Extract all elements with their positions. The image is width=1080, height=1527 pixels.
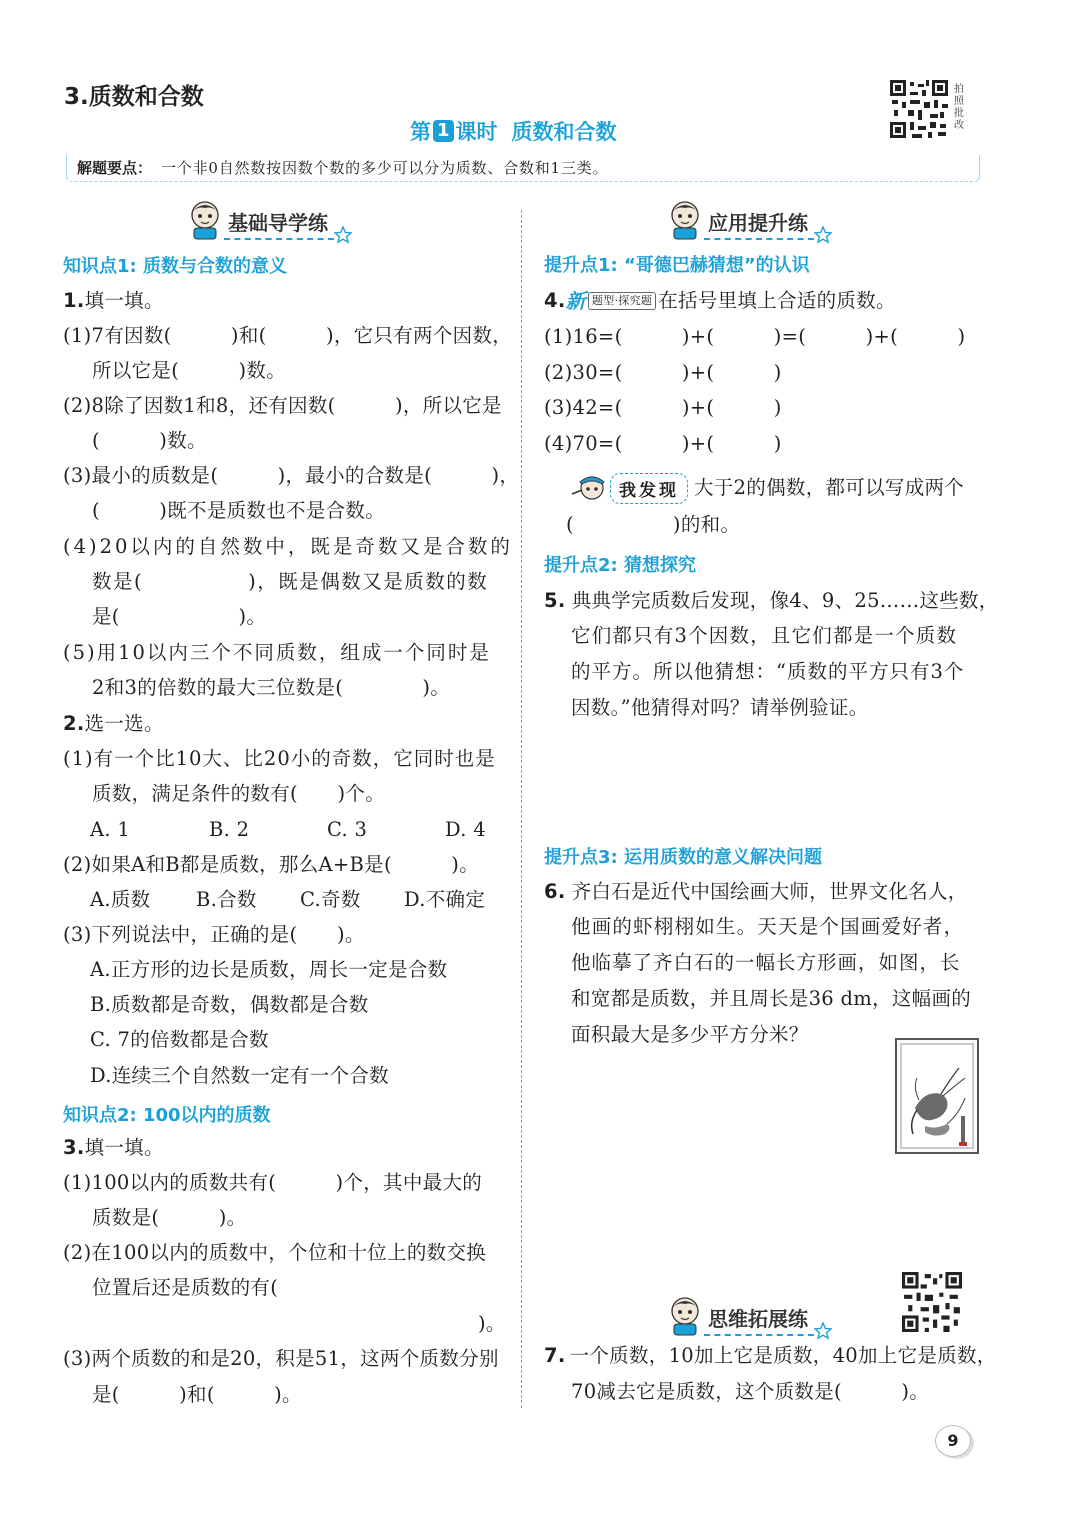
q2-part1-line2: 质数，满足条件的数有( )个。	[92, 782, 386, 805]
q2-p3-option-a: A.正方形的边长是质数，周长一定是合数	[90, 958, 448, 981]
q2-p2-option-c: C.奇数	[300, 888, 361, 911]
q5-line4: 因数。”他猜得对吗？请举例验证。	[571, 696, 869, 719]
q4-title: 在括号里填上合适的质数。	[658, 289, 896, 312]
q3-part2-line1: (2)在100以内的质数中，个位和十位上的数交换	[63, 1241, 487, 1264]
lesson-name: 质数和合数	[511, 120, 617, 144]
q5-line1: 典典学完质数后发现，像4、9、25……这些数，	[571, 589, 999, 612]
q3-number: 3.	[63, 1136, 85, 1159]
knowledge-point-2: 知识点2: 100以内的质数	[63, 1105, 271, 1126]
tip-label: 解题要点：	[77, 159, 153, 177]
qr-top-label: 拍照批改	[954, 84, 964, 131]
q6-line2: 他画的虾栩栩如生。天天是个国画爱好者，	[571, 915, 965, 938]
q1-part1-line2: 所以它是( )数。	[92, 359, 287, 382]
q4-new-badge: 新	[565, 289, 586, 313]
lesson-title	[410, 116, 617, 146]
q1-part4-line1: (4)20以内的自然数中，既是奇数又是合数的	[63, 535, 513, 558]
lesson-suffix: 课时	[455, 120, 498, 144]
q2-p3-option-d: D.连续三个自然数一定有一个合数	[90, 1064, 389, 1087]
q2-title: 选一选。	[84, 712, 164, 735]
explorer-mascot-icon	[570, 472, 610, 504]
section-basic-title: 基础导学练	[224, 207, 334, 240]
q4-number: 4.	[544, 289, 566, 312]
q3-part3-line1: (3)两个质数的和是20，积是51，这两个质数分别	[63, 1347, 499, 1370]
page-number-badge	[935, 1425, 971, 1457]
q2-p2-option-a: A.质数	[90, 888, 151, 911]
q6-line3: 他临摹了齐白石的一幅长方形画，如图，长	[571, 951, 961, 974]
discover-line2: ( )的和。	[566, 513, 741, 536]
q7-line2: 70减去它是质数，这个质数是( )。	[571, 1380, 930, 1403]
q1-part2-line2: ( )数。	[92, 429, 207, 452]
upgrade-point-2: 提升点2: 猜想探究	[544, 555, 696, 576]
q4-part2: (2)30=( )+( )	[544, 361, 782, 384]
shrimp-painting-image	[895, 1038, 979, 1154]
column-divider	[521, 210, 522, 1408]
section-thinking-heading	[666, 1296, 832, 1336]
upgrade-point-3: 提升点3: 运用质数的意义解决问题	[544, 847, 822, 868]
q2-part1-line1: (1)有一个比10大、比20小的奇数，它同时也是	[63, 747, 496, 770]
q2-p2-option-d: D.不确定	[404, 888, 486, 911]
section-title: 3.质数和合数	[64, 84, 204, 110]
q5-line3: 的平方。所以他猜想：“质数的平方只有3个	[571, 660, 965, 683]
discover-label: 我发现	[610, 473, 688, 504]
q2-p1-option-a: A. 1	[90, 818, 131, 841]
q7-number: 7.	[544, 1344, 566, 1367]
q1-part4-line3: 是( )。	[92, 605, 267, 628]
section-apply-heading	[666, 200, 832, 240]
q2-p2-option-b: B.合数	[196, 888, 257, 911]
qr-code-icon[interactable]	[890, 80, 948, 138]
q6-number: 6.	[544, 880, 566, 903]
q2-part2: (2)如果A和B都是质数，那么A+B是( )。	[63, 853, 480, 876]
q1-part5-line1: (5)用10以内三个不同质数，组成一个同时是	[63, 641, 491, 664]
q1-part4-line2: 数是( )，既是偶数又是质数的数	[92, 570, 489, 593]
q2-part3: (3)下列说法中，正确的是( )。	[63, 923, 365, 946]
q2-p3-option-b: B.质数都是奇数，偶数都是合数	[90, 993, 369, 1016]
lesson-number-badge: 1	[433, 120, 454, 142]
q3-part3-line2: 是( )和( )。	[92, 1383, 302, 1406]
star-icon	[814, 226, 832, 244]
student-mascot-icon	[666, 200, 704, 240]
q5-line2: 它们都只有3个因数，且它们都是一个质数	[571, 624, 958, 647]
q5-number: 5.	[544, 589, 566, 612]
q2-number: 2.	[63, 712, 85, 735]
section-basic-heading	[186, 200, 352, 240]
q1-part2-line1: (2)8除了因数1和8，还有因数( )，所以它是	[63, 394, 502, 417]
q2-p1-option-b: B. 2	[209, 818, 250, 841]
q3-part2-line3: )。	[478, 1312, 506, 1335]
q6-line5: 面积最大是多少平方分米？	[571, 1023, 809, 1046]
q6-line1: 齐白石是近代中国绘画大师，世界文化名人，	[571, 880, 968, 903]
q3-part1-line1: (1)100以内的质数共有( )个，其中最大的	[63, 1171, 483, 1194]
q1-part3-line2: ( )既不是质数也不是合数。	[92, 499, 386, 522]
q4-part1: (1)16=( )+( )=( )+( )	[544, 325, 966, 348]
q4-part4: (4)70=( )+( )	[544, 432, 782, 455]
q2-p1-option-d: D. 4	[445, 818, 486, 841]
page-number: 9	[947, 1431, 959, 1450]
q4-part3: (3)42=( )+( )	[544, 396, 782, 419]
section-apply-title: 应用提升练	[704, 207, 814, 240]
q1-part1-line1: (1)7有因数( )和( )，它只有两个因数，	[63, 324, 513, 347]
section-thinking-title: 思维拓展练	[704, 1303, 814, 1336]
q1-part5-line2: 2和3的倍数的最大三位数是( )。	[92, 676, 451, 699]
q1-number: 1.	[63, 289, 85, 312]
q6-line4: 和宽都是质数，并且周长是36 dm，这幅画的	[571, 987, 972, 1010]
tip-text: 一个非0自然数按因数个数的多少可以分为质数、合数和1三类。	[161, 159, 609, 177]
q3-title: 填一填。	[84, 1136, 164, 1159]
qr-code-icon[interactable]	[902, 1272, 962, 1332]
lesson-prefix: 第	[410, 120, 431, 144]
q3-part1-line2: 质数是( )。	[92, 1206, 247, 1229]
discover-tag	[570, 472, 688, 504]
q2-p3-option-c: C. 7的倍数都是合数	[90, 1028, 269, 1051]
student-mascot-icon	[666, 1296, 704, 1336]
q3-part2-line2: 位置后还是质数的有(	[92, 1276, 279, 1299]
discover-line1: 大于2的偶数，都可以写成两个	[694, 476, 965, 499]
star-icon	[814, 1322, 832, 1340]
q7-line1: 一个质数，10加上它是质数，40加上它是质数，	[569, 1344, 997, 1367]
star-icon	[334, 226, 352, 244]
q4-type-badge: 题型·探究题	[588, 292, 656, 310]
q1-title: 填一填。	[84, 289, 164, 312]
knowledge-point-1: 知识点1: 质数与合数的意义	[63, 256, 287, 277]
student-mascot-icon	[186, 200, 224, 240]
upgrade-point-1: 提升点1: “哥德巴赫猜想”的认识	[544, 255, 810, 276]
q2-p1-option-c: C. 3	[327, 818, 368, 841]
q1-part3-line1: (3)最小的质数是( )，最小的合数是( )，	[63, 464, 520, 487]
tip-box	[66, 155, 980, 182]
